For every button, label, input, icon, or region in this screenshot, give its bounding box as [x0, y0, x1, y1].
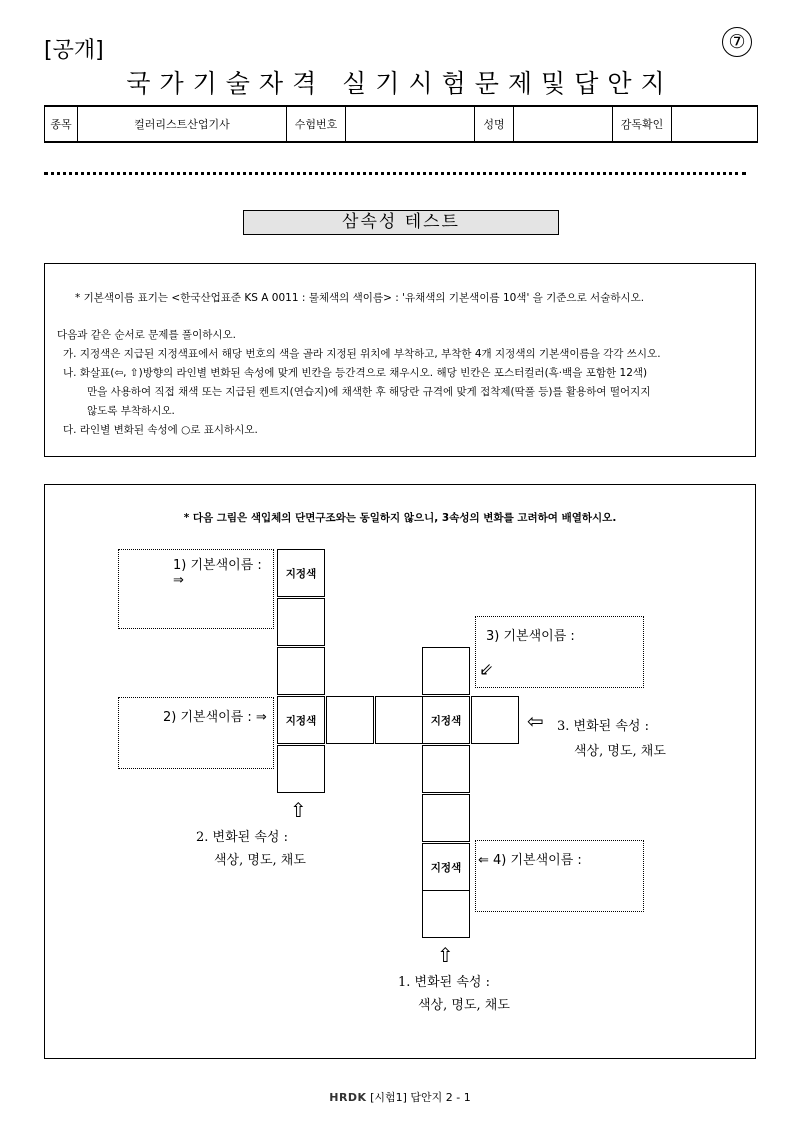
- supervisor-field[interactable]: [672, 106, 758, 142]
- diagram-note: * 다음 그림은 색입체의 단면구조와는 동일하지 않으니, 3속성의 변화를 고려하여 배열하시오.: [183, 512, 617, 524]
- blank-color-cell[interactable]: [277, 647, 325, 695]
- basic-color-name-label-2: 2) 기본색이름 : ⇒: [163, 710, 267, 725]
- designated-color-cell-2[interactable]: 지정색: [277, 696, 325, 744]
- attr1-options[interactable]: 색상, 명도, 채도: [418, 998, 510, 1013]
- category-label: 종목: [45, 106, 78, 142]
- basic-color-name-label-1: 1) 기본색이름 : ⇒: [173, 558, 262, 588]
- supervisor-label: 감독확인: [613, 106, 672, 142]
- blank-color-cell[interactable]: [277, 598, 325, 646]
- page-title: 국가기술자격 실기시험문제및답안지: [126, 69, 674, 98]
- basic-color-name-label-4: ⇐ 4) 기본색이름 :: [478, 853, 582, 868]
- basic-color-name-box-1[interactable]: [118, 549, 274, 629]
- blank-color-cell[interactable]: [422, 647, 470, 695]
- blank-color-cell[interactable]: [375, 696, 423, 744]
- designated-color-cell-1[interactable]: 지정색: [277, 549, 325, 597]
- category-value: 컬러리스트산업기사: [78, 106, 287, 142]
- public-tag: [공개]: [44, 38, 104, 63]
- footer: [0, 1089, 800, 1105]
- name-label: 성명: [475, 106, 514, 142]
- page-number-circle: ⑦: [722, 27, 752, 57]
- blank-color-cell[interactable]: [422, 794, 470, 842]
- basic-color-name-label-3: 3) 기본색이름 :: [486, 629, 575, 644]
- instruction-item: 나. 화살표(⇦, ⇧)방향의 라인별 변화된 속성에 맞게 빈칸을 등간격으로 채우시오. 해당 빈칸은 포스터컬러(흑·백을 포함한 12색): [63, 367, 648, 379]
- blank-color-cell[interactable]: [422, 745, 470, 793]
- exam-no-label: 수험번호: [287, 106, 346, 142]
- blank-color-cell[interactable]: [277, 745, 325, 793]
- hrdk-logo: HRDK: [329, 1091, 367, 1104]
- section-title: 삼속성 테스트: [243, 210, 559, 235]
- designated-color-cell-4[interactable]: 지정색: [422, 843, 470, 891]
- instructions-note: * 기본색이름 표기는 <한국산업표준 KS A 0011 : 물체색의 색이름> : '유채색의 기본색이름 10색' 을 기준으로 서술하시오.: [75, 292, 645, 304]
- instruction-item: 않도록 부착하시오.: [87, 405, 175, 417]
- attr2-title: 2. 변화된 속성 :: [196, 830, 288, 845]
- attr1-title: 1. 변화된 속성 :: [398, 975, 490, 990]
- basic-color-name-box-4[interactable]: [475, 840, 644, 912]
- left-arrow-icon: ⇦: [527, 709, 544, 733]
- designated-color-cell-3[interactable]: 지정색: [422, 696, 470, 744]
- instructions-intro: 다음과 같은 순서로 문제를 풀이하시오.: [57, 329, 236, 341]
- instruction-item: 가. 지정색은 지급된 지정색표에서 해당 번호의 색을 골라 지정된 위치에 부착하고, 부착한 4개 지정색의 기본색이름을 각각 쓰시오.: [63, 348, 661, 360]
- diagonal-arrow-icon: ⇙: [479, 660, 494, 680]
- blank-color-cell[interactable]: [471, 696, 519, 744]
- basic-color-name-box-3[interactable]: [475, 616, 644, 688]
- instruction-item: 다. 라인별 변화된 속성에 ○로 표시하시오.: [63, 424, 258, 436]
- up-arrow-icon: ⇧: [290, 798, 307, 822]
- footer-text: [시험1] 답안지 2 - 1: [370, 1091, 471, 1104]
- attr2-options[interactable]: 색상, 명도, 채도: [214, 853, 306, 868]
- up-arrow-icon: ⇧: [437, 943, 454, 967]
- attr3-options[interactable]: 색상, 명도, 채도: [574, 744, 666, 759]
- instruction-item: 만을 사용하여 직접 채색 또는 지급된 켄트지(연습지)에 채색한 후 해당란 규격에 맞게 접착제(딱풀 등)를 활용하여 떨어지지: [87, 386, 651, 398]
- basic-color-name-box-2[interactable]: [118, 697, 274, 769]
- dotted-divider: [44, 172, 746, 175]
- exam-no-field[interactable]: [346, 106, 475, 142]
- blank-color-cell[interactable]: [326, 696, 374, 744]
- name-field[interactable]: [514, 106, 613, 142]
- instructions-box: [44, 263, 756, 457]
- attr3-title: 3. 변화된 속성 :: [557, 719, 649, 734]
- blank-color-cell[interactable]: [422, 890, 470, 938]
- info-table: [44, 105, 758, 143]
